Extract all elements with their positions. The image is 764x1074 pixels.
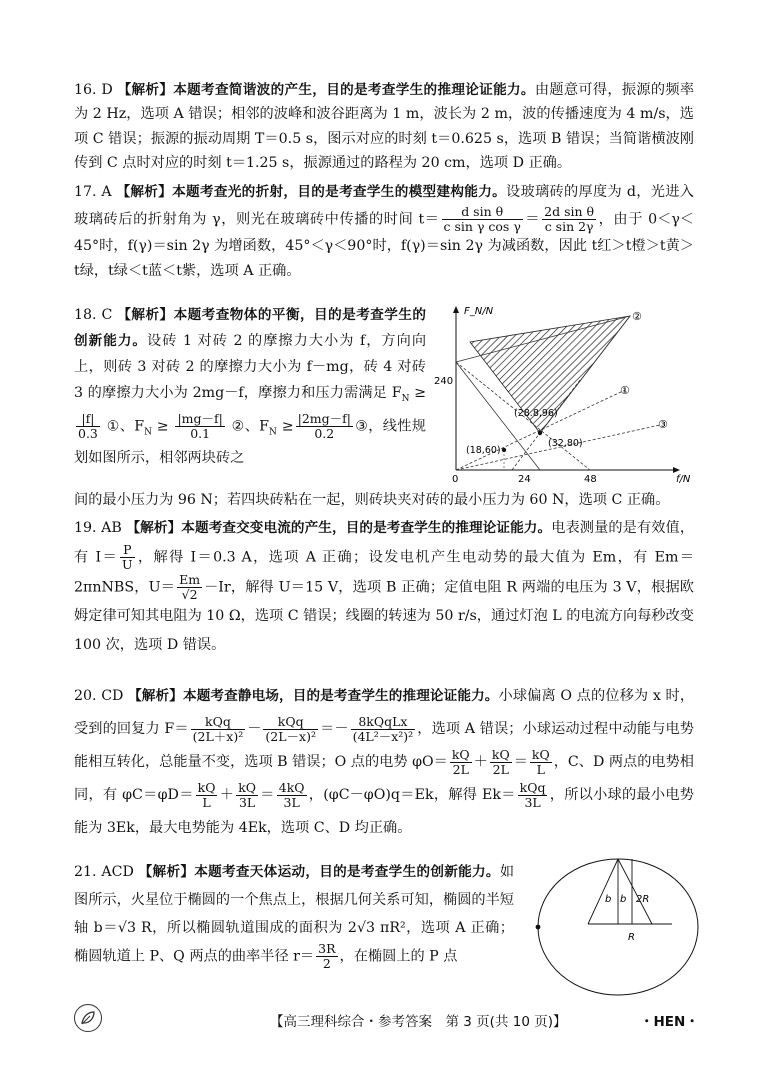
analysis-body: ，由于 0＜γ＜45°时，f(γ)＝sin 2γ 为增函数，45°＜γ＜90°时，f(γ)＝sin 2γ 为减函数，因此 t红＞t橙＞t黄＞t绿，t绿＜t蓝＜t紫，选项 A 正确。 (74, 211, 694, 279)
answer-20 (74, 680, 694, 845)
label-b-left: b (605, 894, 612, 905)
answer-number: 18. C (74, 307, 113, 323)
fraction: $\frac{P}{U}$ (122, 542, 133, 572)
analysis-tag: 【解析】 (138, 864, 195, 880)
label-2r: 2R (636, 894, 650, 905)
analysis-lead: 本题考查天体运动，目的是考查学生的创新能力。 (194, 864, 500, 880)
analysis-body: ③，线性规划如图所示，相邻两块砖之 (74, 418, 426, 467)
analysis-body: ，C、D 两点的电势相同，有 φC＝φD＝ (74, 754, 694, 803)
fraction: $\frac{\text{kQq}}{\text{(2L＋x)²}}$ (192, 713, 244, 744)
fraction: $\frac{kQ}{3L}$ (238, 779, 257, 810)
point-p-marker (536, 925, 541, 930)
footer-code: ・HEN・ (640, 1014, 699, 1030)
analysis-tag: 【解析】 (126, 520, 182, 536)
analysis-body: 如图所示，火星位于椭圆的一个焦点上，根据几何关系可知，椭圆的半短轴 b＝√3 R，所以椭圆轨道围成的面积为 2√3 πR²，选项 A 正确；椭圆轨道上 P、Q 两点的曲率半径 r＝ (74, 864, 515, 965)
relation: ≥ (409, 385, 426, 401)
analysis-tag: 【解析】 (117, 307, 174, 323)
origin-label: 0 (452, 474, 459, 485)
analysis-body: 电表测量的是有效值，有 I＝ (74, 520, 695, 566)
analysis-lead: 本题考查静电场，目的是考查学生的推理论证能力。 (182, 688, 499, 704)
analysis-body: 设砖 1 对砖 2 的摩擦力大小为 f，方向向上，则砖 3 对砖 2 的摩擦力大小为 f－mg，砖 4 对砖 3 的摩擦力大小为 2mg－f，摩擦力和压力需满足 F (74, 333, 427, 401)
relation: ≥ (151, 418, 174, 435)
answer-number: 17. A (74, 184, 112, 200)
analysis-body: ，(φC－φO)q＝Ek，解得 Ek＝ (308, 787, 516, 803)
x-tick-48: 48 (584, 474, 597, 485)
operator: ＝ (513, 754, 528, 770)
fraction: $\frac{4kQ}{3L}$ (278, 779, 305, 810)
y-tick-240: 240 (434, 376, 454, 387)
fraction: $\frac{Em}{√2}$ (179, 571, 201, 602)
analysis-tag: 【解析】 (117, 82, 174, 98)
answer-16 (74, 78, 694, 175)
x-axis-label: f/N (676, 474, 691, 485)
subscript: N (269, 427, 277, 438)
subscript: N (144, 427, 152, 438)
footer-page-info: 【高三理科综合・参考答案 第 3 页(共 10 页)】 (270, 1014, 567, 1030)
ellipse-orbit-figure (532, 852, 702, 1002)
linear-programming-graph (430, 300, 700, 490)
relation: ≥ (276, 418, 294, 435)
analysis-lead: 本题考查交变电流的产生，目的是考查学生的推理论证能力。 (181, 520, 552, 536)
fraction: $\frac{kQ}{2L}$ (491, 746, 510, 777)
equals-sign: ＝ (524, 211, 541, 228)
answer-21 (74, 858, 514, 971)
operator: ＋ (473, 754, 488, 770)
page-footer (0, 1004, 764, 1034)
label-r: R (628, 932, 635, 943)
point-marker (538, 431, 542, 435)
fraction: $\frac{\text{kQq}}{\text{(2L－x)²}}$ (265, 713, 316, 744)
fraction: $\frac{kQ}{L}$ (197, 779, 216, 810)
fraction: $\frac{\text{d sin θ}}{\text{c sin γ cos γ}}$ (443, 204, 521, 234)
answer-17 (74, 180, 694, 284)
fraction: $\frac{kQ}{L}$ (531, 746, 550, 777)
leaf-logo-icon (74, 1004, 102, 1032)
fraction: $\frac{|2mg-f|}{0.2}$ (297, 410, 351, 441)
fraction: $\frac{\text{kQq}}{3L}$ (519, 779, 546, 810)
answer-number: 19. AB (74, 520, 122, 536)
analysis-body: 由题意可得，振源的频率为 2 Hz，选项 A 错误；相邻的波峰和波谷距离为 1 m，波长为 2 m，波的传播速度为 4 m/s，选项 C 错误；振源的振动周期 T＝0.5 s，图示对应的时刻 t＝0.625 s，选项 B 错误；当简谐横波刚传到 C 点时对应的时刻 t＝1.25 s，振源通过的路程为 20 cm，选项 D 正确。 (74, 82, 695, 171)
fraction: $\frac{|mg-f|}{0.1}$ (177, 410, 223, 441)
analysis-lead: 本题考查简谐波的产生，目的是考查学生的推理论证能力。 (173, 82, 535, 98)
answer-18-continued (74, 488, 694, 512)
operator: － (247, 721, 262, 737)
answer-18 (74, 302, 426, 471)
analysis-body: －Ir，解得 U＝15 V，选项 B 正确；定值电阻 R 两端的电压为 3 V，根据欧姆定律可知其电阻为 10 Ω，选项 C 错误；线圈的转速为 50 r/s，通过灯泡 L 的电流方向每秒改变 100 次，选项 D 错误。 (74, 579, 694, 653)
analysis-lead: 本题考查物体的平衡，目的是考查学生的创新能力。 (74, 307, 426, 349)
x-tick-24: 24 (518, 474, 531, 485)
operator: ＋ (219, 787, 235, 803)
label-b-right: b (620, 894, 627, 905)
analysis-tag: 【解析】 (116, 184, 173, 200)
operator: ＝ (260, 787, 275, 803)
condition-text: ②、F (226, 418, 270, 435)
condition-text: ①、F (101, 418, 145, 435)
answer-number: 21. ACD (74, 864, 134, 880)
constraint-label-2: ② (632, 310, 642, 323)
y-axis-label: F_N/N (464, 306, 494, 317)
constraint-label-3: ③ (658, 418, 668, 431)
operator: ＝－ (320, 721, 349, 737)
answer-number: 20. CD (74, 688, 124, 704)
analysis-body: 设玻璃砖的厚度为 d，光进入玻璃砖后的折射角为 γ，则光在玻璃砖中传播的时间 t＝ (74, 184, 694, 228)
analysis-body: 2πnNBS，U＝ (74, 579, 176, 595)
fraction: $\frac{3R}{2}$ (318, 941, 336, 971)
point-label-2: (32,80) (548, 438, 583, 449)
analysis-body: ，选项 A 错误；小球运动过程中动能与电势能相互转化，总能量不变，选项 B 错误；O 点的电势 φO＝ (74, 721, 694, 770)
point-label-1: (28.8,96) (514, 408, 558, 419)
analysis-body: ，在椭圆上的 P 点 (339, 948, 458, 965)
analysis-body: ，所以小球的最小电势能为 3Ek，最大电势能为 4Ek，选项 C、D 均正确。 (74, 787, 694, 836)
constraint-label-1: ① (620, 384, 630, 397)
analysis-tag: 【解析】 (128, 688, 183, 704)
analysis-body: 间的最小压力为 96 N；若四块砖粘在一起，则砖块夹对砖的最小压力为 60 N，选项 C 正确。 (74, 492, 670, 508)
analysis-body: ，解得 I＝0.3 A，选项 A 正确；设发电机产生电动势的最大值为 Em，有 Em＝ (136, 549, 694, 566)
point-label-3: (18,60) (466, 445, 501, 456)
analysis-body: 小球偏离 O 点的位移为 x 时，受到的回复力 F＝ (74, 688, 695, 737)
fraction: $\frac{kQ}{2L}$ (451, 746, 470, 777)
fraction: $\frac{|f|}{0.3}$ (78, 410, 98, 441)
fraction: $\frac{\text{2d sin θ}}{\text{c sin 2γ}}$ (544, 204, 595, 234)
fraction: $\frac{\text{8kQqLx}}{\text{(4L²－x²)²}}$ (352, 713, 414, 744)
answer-number: 16. D (74, 82, 113, 98)
subscript: N (401, 393, 410, 404)
answer-19 (74, 514, 694, 660)
analysis-lead: 本题考查光的折射，目的是考查学生的模型建构能力。 (172, 184, 507, 200)
